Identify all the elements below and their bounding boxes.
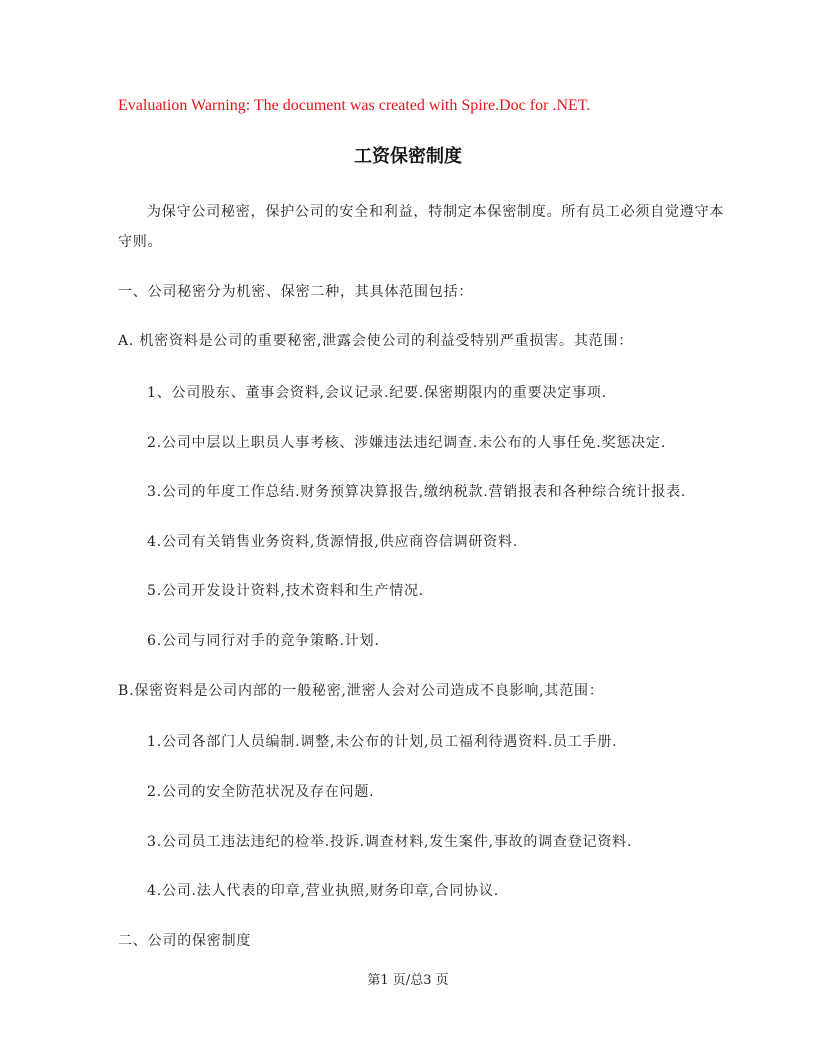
part-b-item: 4.公司.法人代表的印章,营业执照,财务印章,合同协议. xyxy=(147,883,500,899)
page-footer: 第1 页/总3 页 xyxy=(367,973,449,988)
part-b-item: 3.公司员工违法违纪的检举.投诉.调查材料,发生案件,事故的调查登记资料. xyxy=(147,834,633,850)
part-a-heading: A. 机密资料是公司的重要秘密,泄露会使公司的利益受特别严重损害。其范围： xyxy=(118,333,634,349)
part-a-item: 5.公司开发设计资料,技术资料和生产情况. xyxy=(147,583,425,599)
evaluation-warning: Evaluation Warning: The document was created with Spire.Doc for .NET. xyxy=(118,97,591,114)
document-title: 工资保密制度 xyxy=(354,146,462,167)
intro-paragraph-line2: 守则。 xyxy=(118,234,163,250)
part-b-heading: B.保密资料是公司内部的一般秘密,泄密人会对公司造成不良影响,其范围： xyxy=(118,683,604,699)
part-b-item: 1.公司各部门人员编制.调整,未公布的计划,员工福利待遇资料.员工手册. xyxy=(147,734,618,750)
intro-paragraph-line1: 为保守公司秘密，保护公司的安全和利益，特制定本保密制度。所有员工必须自觉遵守本 xyxy=(147,204,725,220)
part-a-item: 6.公司与同行对手的竞争策略.计划. xyxy=(147,633,380,649)
part-a-item: 4.公司有关销售业务资料,货源情报,供应商咨信调研资料. xyxy=(147,534,519,550)
part-b-item: 2.公司的安全防范状况及存在问题. xyxy=(147,784,375,800)
section-heading-2: 二、公司的保密制度 xyxy=(118,933,252,949)
part-a-item: 1、公司股东、董事会资料,会议记录.纪要.保密期限内的重要决定事项. xyxy=(147,385,607,401)
section-heading-1: 一、公司秘密分为机密、保密二种，其具体范围包括： xyxy=(118,284,474,300)
part-a-item: 2.公司中层以上职员人事考核、涉嫌违法违纪调查.未公布的人事任免.奖惩决定. xyxy=(147,435,667,451)
part-a-item: 3.公司的年度工作总结.财务预算决算报告,缴纳税款.营销报表和各种综合统计报表. xyxy=(147,484,687,500)
